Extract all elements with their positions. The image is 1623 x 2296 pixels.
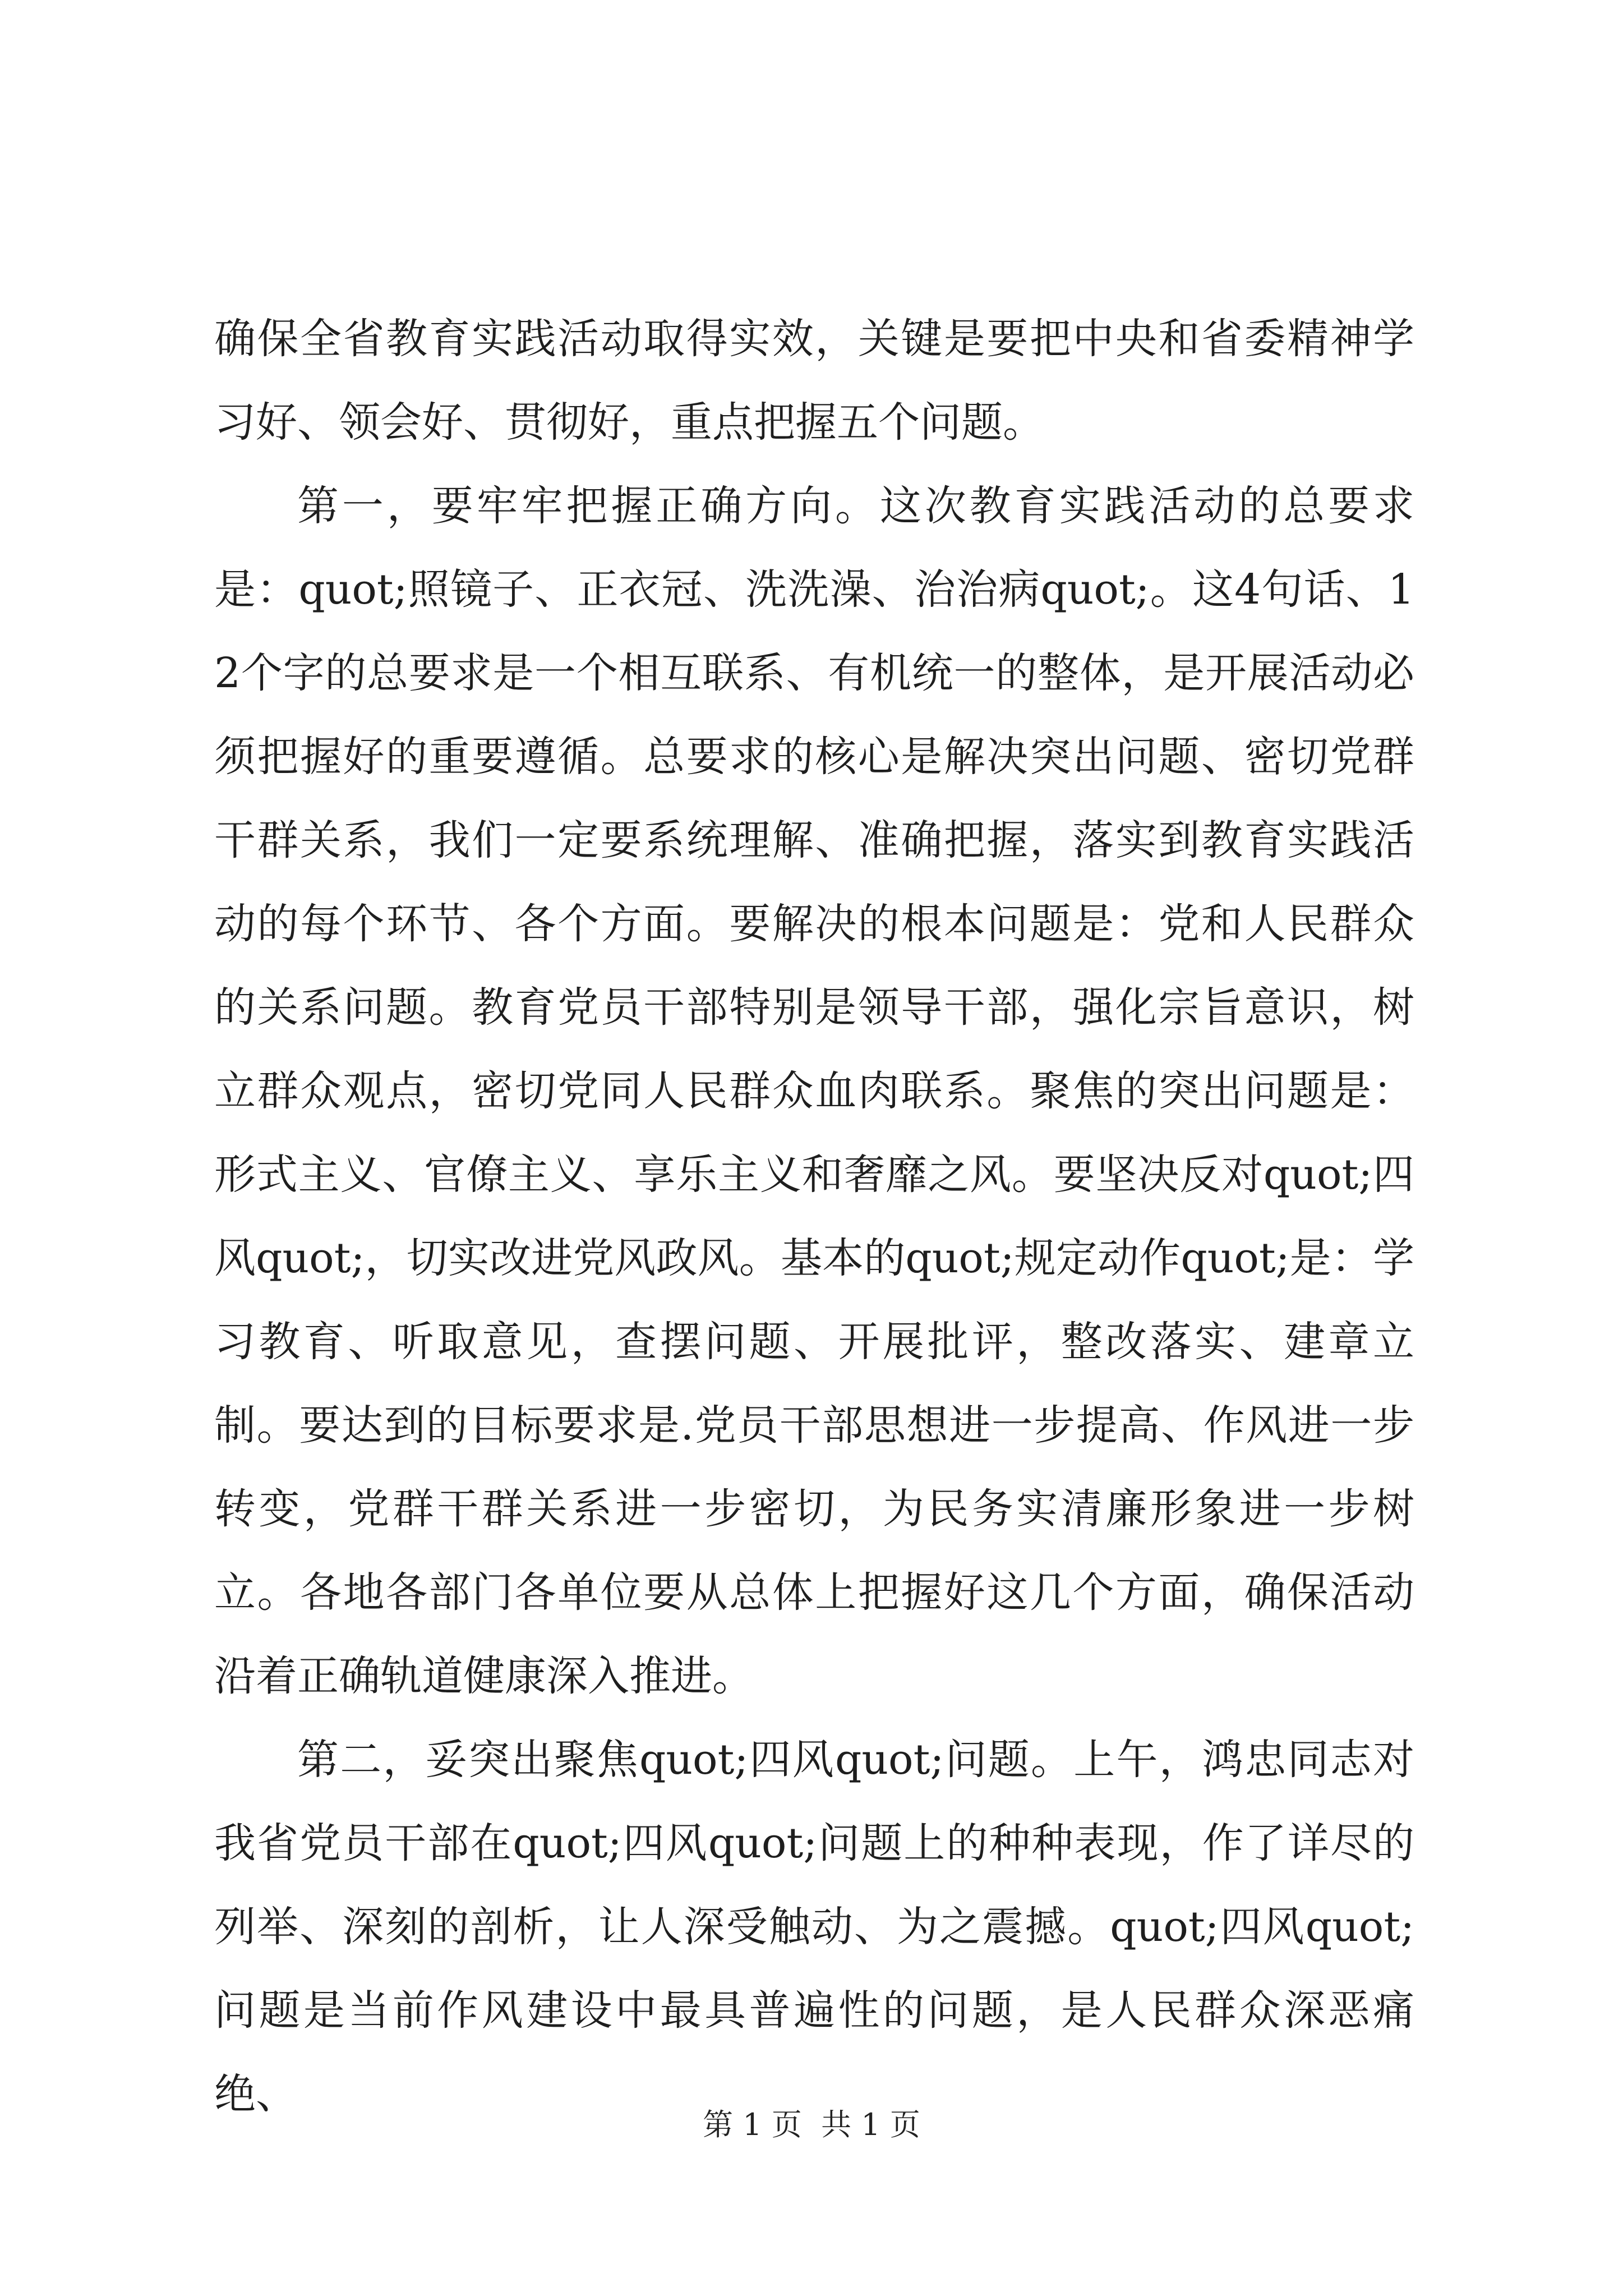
page-footer: 第 1 页 共 1 页 bbox=[703, 2107, 920, 2142]
paragraph-first-point: 第一，要牢牢把握正确方向。这次教育实践活动的总要求是：quot;照镜子、正衣冠、洗洗澡、治治病quot;。这4句话、12个字的总要求是一个相互联系、有机统一的整体，是开展活动必须把握好的重要遵循。总要求的核心是解决突出问题、密切党群干群关系，我们一定要系统理解、准确把握，落实到教育实践活动的每个环节、各个方面。要解决的根本问题是：党和人民群众的关系问题。教育党员干部特别是领导干部，强化宗旨意识，树立群众观点，密切党同人民群众血肉联系。聚焦的突出问题是：形式主义、官僚主义、享乐主义和奢靡之风。要坚决反对quot;四风quot;，切实改进党风政风。基本的quot;规定动作quot;是：学习教育、听取意见，查摆问题、开展批评，整改落实、建章立制。要达到的目标要求是.党员干部思想进一步提高、作风进一步转变，党群干群关系进一步密切，为民务实清廉形象进一步树立。各地各部门各单位要从总体上把握好这几个方面，确保活动沿着正确轨道健康深入推进。 bbox=[214, 482, 1414, 1700]
document-body bbox=[214, 297, 1414, 2136]
paragraph-second-point: 第二，妥突出聚焦quot;四风quot;问题。上午，鸿忠同志对我省党员干部在quot;四风quot;问题上的种种表现，作了详尽的列举、深刻的剖析，让人深受触动、为之震撼。quot;四风quot;问题是当前作风建设中最具普遍性的问题，是人民群众深恶痛绝、 bbox=[214, 1736, 1414, 2118]
paragraph-intro: 确保全省教育实践活动取得实效，关键是要把中央和省委精神学习好、领会好、贯彻好，重点把握五个问题。 bbox=[214, 315, 1414, 447]
